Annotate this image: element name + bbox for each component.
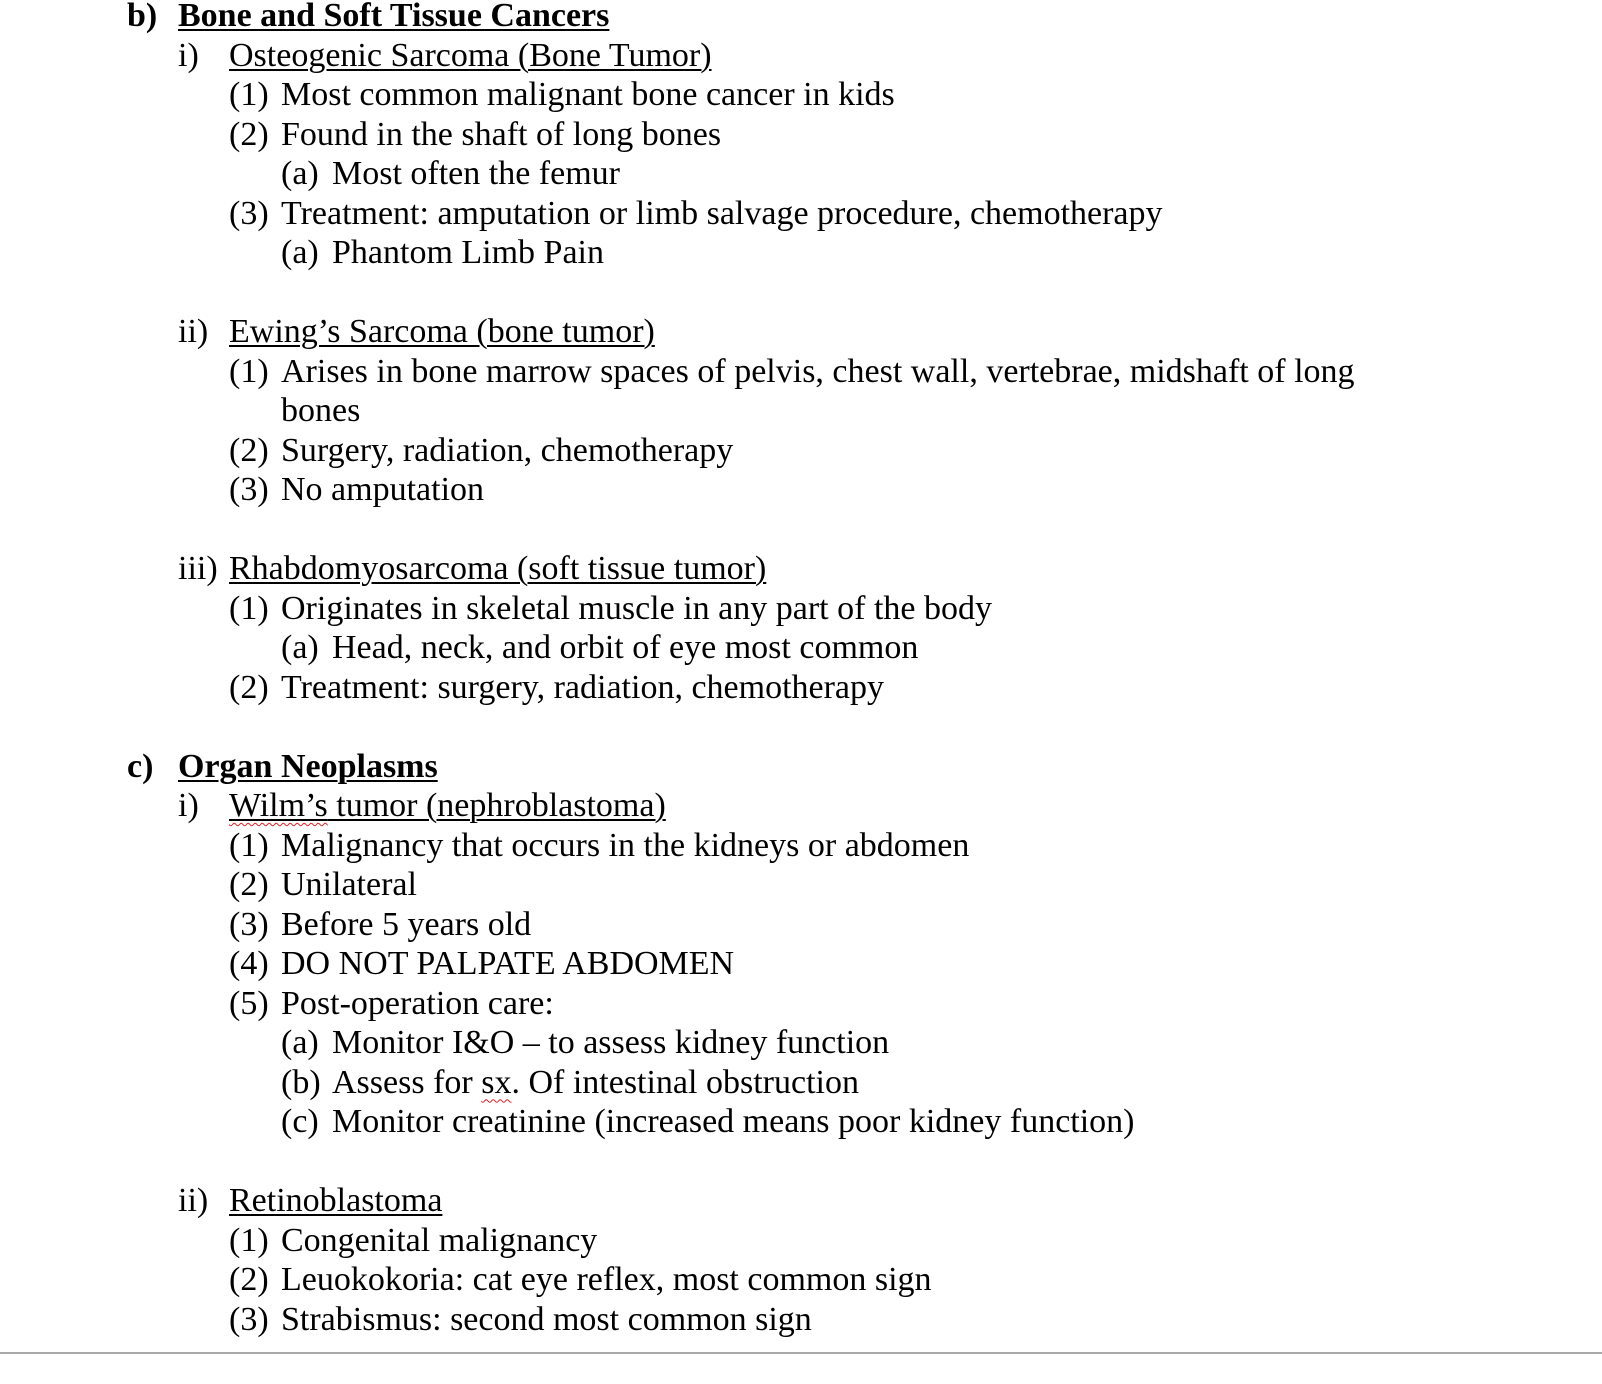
topic-title: Ewing’s Sarcoma (bone tumor) bbox=[229, 313, 655, 350]
subitem-letter: (a) bbox=[281, 629, 319, 666]
outline-subitem bbox=[127, 1023, 1400, 1063]
outline-item bbox=[127, 589, 1400, 629]
item-number: (3) bbox=[229, 471, 269, 508]
topic-heading bbox=[127, 549, 1400, 589]
subitem-text-after: . Of intestinal obstruction bbox=[511, 1063, 859, 1101]
section-heading bbox=[127, 0, 1400, 36]
item-text: DO NOT PALPATE ABDOMEN bbox=[281, 945, 735, 982]
item-text: No amputation bbox=[281, 471, 485, 508]
topic-label: ii) bbox=[178, 1182, 209, 1219]
item-text: Malignancy that occurs in the kidneys or abdomen bbox=[281, 826, 970, 864]
outline-subitem bbox=[127, 154, 1400, 194]
item-text: Treatment: surgery, radiation, chemotherapy bbox=[281, 668, 885, 706]
outline-item bbox=[127, 1260, 1400, 1300]
outline-item bbox=[127, 944, 1400, 984]
topic-label: ii) bbox=[178, 313, 209, 350]
section-heading bbox=[127, 747, 1400, 787]
item-text: Treatment: amputation or limb salvage procedure, chemotherapy bbox=[281, 194, 1163, 232]
item-number: (1) bbox=[229, 826, 269, 864]
item-number: (2) bbox=[229, 668, 269, 706]
item-number: (5) bbox=[229, 984, 269, 1022]
topic-wilms-tumor bbox=[127, 786, 1400, 1142]
topic-heading bbox=[127, 786, 1400, 826]
section-bone-and-soft-tissue-cancers bbox=[127, 0, 1400, 707]
item-number: (2) bbox=[229, 1261, 269, 1298]
topic-heading bbox=[127, 312, 1400, 352]
outline-subitem bbox=[127, 628, 1400, 668]
subitem-text: Most often the femur bbox=[332, 155, 620, 192]
item-number: (3) bbox=[229, 194, 269, 232]
outline-item bbox=[127, 865, 1400, 905]
item-number: (1) bbox=[229, 589, 269, 627]
item-number: (3) bbox=[229, 1300, 269, 1338]
outline-item bbox=[127, 668, 1400, 708]
topic-heading bbox=[127, 1181, 1400, 1221]
topic-osteogenic-sarcoma bbox=[127, 36, 1400, 273]
outline-item bbox=[127, 352, 1400, 431]
section-heading-text: Bone and Soft Tissue Cancers bbox=[178, 0, 610, 34]
subitem-text: Monitor creatinine (increased means poor kidney function) bbox=[332, 1103, 1135, 1140]
outline-item bbox=[127, 826, 1400, 866]
outline-item bbox=[127, 75, 1400, 115]
topic-rhabdomyosarcoma bbox=[127, 549, 1400, 707]
topic-title: Osteogenic Sarcoma (Bone Tumor) bbox=[229, 36, 712, 74]
item-text: Surgery, radiation, chemotherapy bbox=[281, 431, 734, 469]
item-text: Leuokokoria: cat eye reflex, most common sign bbox=[281, 1261, 932, 1298]
item-number: (2) bbox=[229, 866, 269, 903]
item-number: (1) bbox=[229, 1221, 269, 1259]
section-label: c) bbox=[127, 747, 154, 785]
spellcheck-flagged-word[interactable]: Wilm’s bbox=[229, 787, 328, 824]
topic-title bbox=[229, 787, 666, 824]
outline-item bbox=[127, 470, 1400, 510]
section-organ-neoplasms bbox=[127, 747, 1400, 1340]
outline-item bbox=[127, 1221, 1400, 1261]
outline-item bbox=[127, 115, 1400, 155]
subitem-text-before: Assess for bbox=[332, 1063, 482, 1101]
item-number: (1) bbox=[229, 76, 269, 113]
subitem-text: Head, neck, and orbit of eye most common bbox=[332, 629, 919, 666]
document-body bbox=[127, 0, 1400, 1379]
item-text: Most common malignant bone cancer in kids bbox=[281, 76, 895, 113]
item-number: (1) bbox=[229, 352, 269, 390]
subitem-letter: (b) bbox=[281, 1063, 321, 1101]
item-text: Strabismus: second most common sign bbox=[281, 1300, 812, 1338]
subitem-letter: (a) bbox=[281, 1024, 319, 1061]
topic-title: Retinoblastoma bbox=[229, 1182, 443, 1219]
outline-subitem bbox=[127, 1102, 1400, 1142]
outline-item bbox=[127, 984, 1400, 1024]
page-bottom-edge bbox=[0, 1352, 1602, 1354]
item-number: (4) bbox=[229, 945, 269, 982]
outline-subitem bbox=[127, 233, 1400, 273]
spellcheck-flagged-word[interactable]: sx bbox=[481, 1063, 512, 1101]
topic-title-rest: tumor (nephroblastoma) bbox=[327, 787, 666, 824]
section-heading-text: Organ Neoplasms bbox=[178, 747, 438, 785]
subitem-letter: (a) bbox=[281, 234, 319, 271]
item-text: Found in the shaft of long bones bbox=[281, 115, 722, 153]
item-text: Congenital malignancy bbox=[281, 1221, 598, 1259]
subitem-letter: (c) bbox=[281, 1103, 319, 1140]
item-number: (3) bbox=[229, 905, 269, 943]
subitem-text: Phantom Limb Pain bbox=[332, 234, 604, 271]
subitem-text: Monitor I&O – to assess kidney function bbox=[332, 1024, 890, 1061]
topic-ewings-sarcoma bbox=[127, 312, 1400, 510]
topic-label: iii) bbox=[178, 550, 218, 587]
outline-item bbox=[127, 1300, 1400, 1340]
outline-subitem bbox=[127, 1063, 1400, 1103]
outline-item bbox=[127, 905, 1400, 945]
item-text: Post-operation care: bbox=[281, 984, 554, 1022]
outline-item bbox=[127, 194, 1400, 234]
item-text: Arises in bone marrow spaces of pelvis, chest wall, vertebrae, midshaft of long bones bbox=[281, 352, 1355, 429]
item-number: (2) bbox=[229, 115, 269, 153]
item-number: (2) bbox=[229, 431, 269, 469]
subitem-letter: (a) bbox=[281, 155, 319, 192]
section-label: b) bbox=[127, 0, 158, 34]
topic-label: i) bbox=[178, 787, 199, 824]
item-text: Originates in skeletal muscle in any part of the body bbox=[281, 589, 992, 627]
topic-retinoblastoma bbox=[127, 1181, 1400, 1339]
topic-heading bbox=[127, 36, 1400, 76]
item-text: Before 5 years old bbox=[281, 905, 532, 943]
topic-title: Rhabdomyosarcoma (soft tissue tumor) bbox=[229, 550, 767, 587]
outline-item bbox=[127, 431, 1400, 471]
topic-label: i) bbox=[178, 36, 199, 74]
item-text: Unilateral bbox=[281, 866, 417, 903]
